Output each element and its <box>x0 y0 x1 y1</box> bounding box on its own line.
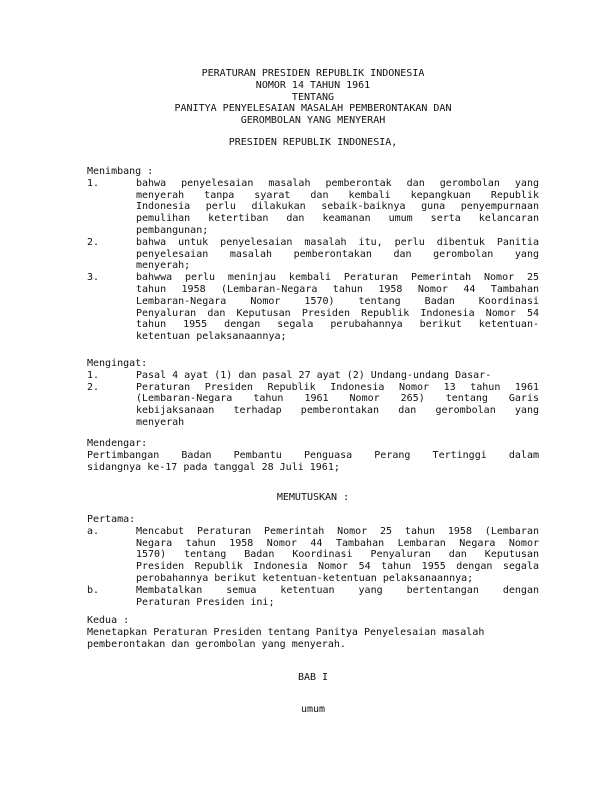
list-item <box>87 272 539 343</box>
text-line: bahwa untuk penyelesaian masalah itu, perlu dibentuk Panitia <box>136 236 539 248</box>
text-line: pemulihan ketertiban dan keamanan umum serta kelancaran <box>136 213 539 225</box>
text-line: (Lembaran-Negara tahun 1961 Nomor 265) tentang Garis <box>136 393 539 405</box>
text-line: Peraturan Presiden Republik Indonesia Nomor 13 tahun 1961 <box>136 381 539 393</box>
mengingat-section <box>87 358 539 429</box>
text-line: Lembaran-Negara Nomor 1570) tentang Badan Koordinasi <box>136 295 539 307</box>
text-line: menyerah; <box>136 260 191 272</box>
list-item <box>87 382 539 429</box>
list-item <box>87 237 539 272</box>
memutuskan-heading: MEMUTUSKAN : <box>276 492 350 503</box>
list-item <box>87 370 539 382</box>
text-line: bahwa penyelesaian masalah pemberontak dan gerombolan yang <box>136 177 539 189</box>
text-line: bahwwa perlu meninjau kembali Peraturan Pemerintah Nomor 25 <box>136 272 539 284</box>
text-line: pemberontakan dan gerombolan yang menyerah. <box>87 638 346 650</box>
text-line: Pasal 4 ayat (1) dan pasal 27 ayat (2) Undang-undang Dasar- <box>136 369 492 381</box>
text-line: Penyaluran dan Keputusan Presiden Republik Indonesia Nomor 54 <box>136 307 539 319</box>
item-number: b. <box>87 584 100 596</box>
section-label: Kedua : <box>87 615 130 626</box>
item-number: 1. <box>87 369 100 381</box>
text-line: kebijaksanaan terhadap pemberontakan dan gerombolan yang <box>136 405 539 417</box>
kedua-section <box>87 615 539 650</box>
section-label: Pertama: <box>87 514 136 525</box>
text-line: Indonesia perlu dilakukan sebaik-baiknya guna penyempurnaan <box>136 201 539 213</box>
section-label: Mengingat: <box>87 358 148 369</box>
menimbang-section <box>87 166 539 343</box>
text-line: pembangunan; <box>136 224 209 236</box>
text-line: Menetapkan Peraturan Presiden tentang Panitya Penyelesaian masalah <box>87 626 485 638</box>
item-number: 3. <box>87 272 100 284</box>
list-item <box>87 526 539 585</box>
section-label: Mendengar: <box>87 438 148 449</box>
document-title <box>87 68 539 127</box>
list-item <box>87 178 539 237</box>
title-line: GEROMBOLAN YANG MENYERAH <box>240 115 386 127</box>
mendengar-section <box>87 438 539 473</box>
section-label: Menimbang : <box>87 166 154 177</box>
text-line: sidangnya ke-17 pada tanggal 28 Juli 1961; <box>87 461 340 473</box>
title-line: PANITYA PENYELESAIAN MASALAH PEMBERONTAKAN DAN <box>174 103 452 115</box>
text-line: Presiden Republik Indonesia Nomor 54 tahun 1955 dengan segala <box>136 561 539 573</box>
text-line: menyerah tanpa syarat dan kembali kepangkuan Republik <box>136 189 539 201</box>
text-line: tahun 1955 dengan segala perubahannya berikut ketentuan- <box>136 319 539 331</box>
text-line: Mencabut Peraturan Pemerintah Nomor 25 tahun 1958 (Lembaran <box>136 525 539 537</box>
text-line: penyelesaian masalah pemberontakan dan gerombolan yang <box>136 248 539 260</box>
title-line: PERATURAN PRESIDEN REPUBLIK INDONESIA <box>201 68 425 79</box>
issuer: PRESIDEN REPUBLIK INDONESIA, <box>228 137 398 148</box>
text-line: tahun 1958 (Lembaran-Negara tahun 1958 Nomor 44 Tambahan <box>136 283 539 295</box>
text-line: Pertimbangan Badan Pembantu Penguasa Perang Tertinggi dalam <box>87 449 539 461</box>
text-line: Peraturan Presiden ini; <box>136 596 275 608</box>
list-item <box>87 585 539 609</box>
text-line: menyerah <box>136 416 185 428</box>
item-number: 2. <box>87 236 100 248</box>
text-line: ketentuan pelaksanaannya; <box>136 331 287 343</box>
chapter-subtitle: umum <box>300 704 326 715</box>
text-line: perobahannya berikut ketentuan-ketentuan pelaksanaannya; <box>136 572 474 584</box>
text-line: Membatalkan semua ketentuan yang bertentangan dengan <box>136 584 539 596</box>
item-number: 2. <box>87 381 100 393</box>
item-number: 1. <box>87 177 100 189</box>
item-number: a. <box>87 525 100 537</box>
text-line: 1570) tentang Badan Koordinasi Penyaluran dan Keputusan <box>136 549 539 561</box>
chapter-title: BAB I <box>297 672 329 683</box>
title-line: TENTANG <box>291 91 335 103</box>
title-line: NOMOR 14 TAHUN 1961 <box>255 79 371 91</box>
text-line: Negara tahun 1958 Nomor 44 Tambahan Lembaran Negara Nomor <box>136 537 539 549</box>
pertama-section <box>87 514 539 608</box>
